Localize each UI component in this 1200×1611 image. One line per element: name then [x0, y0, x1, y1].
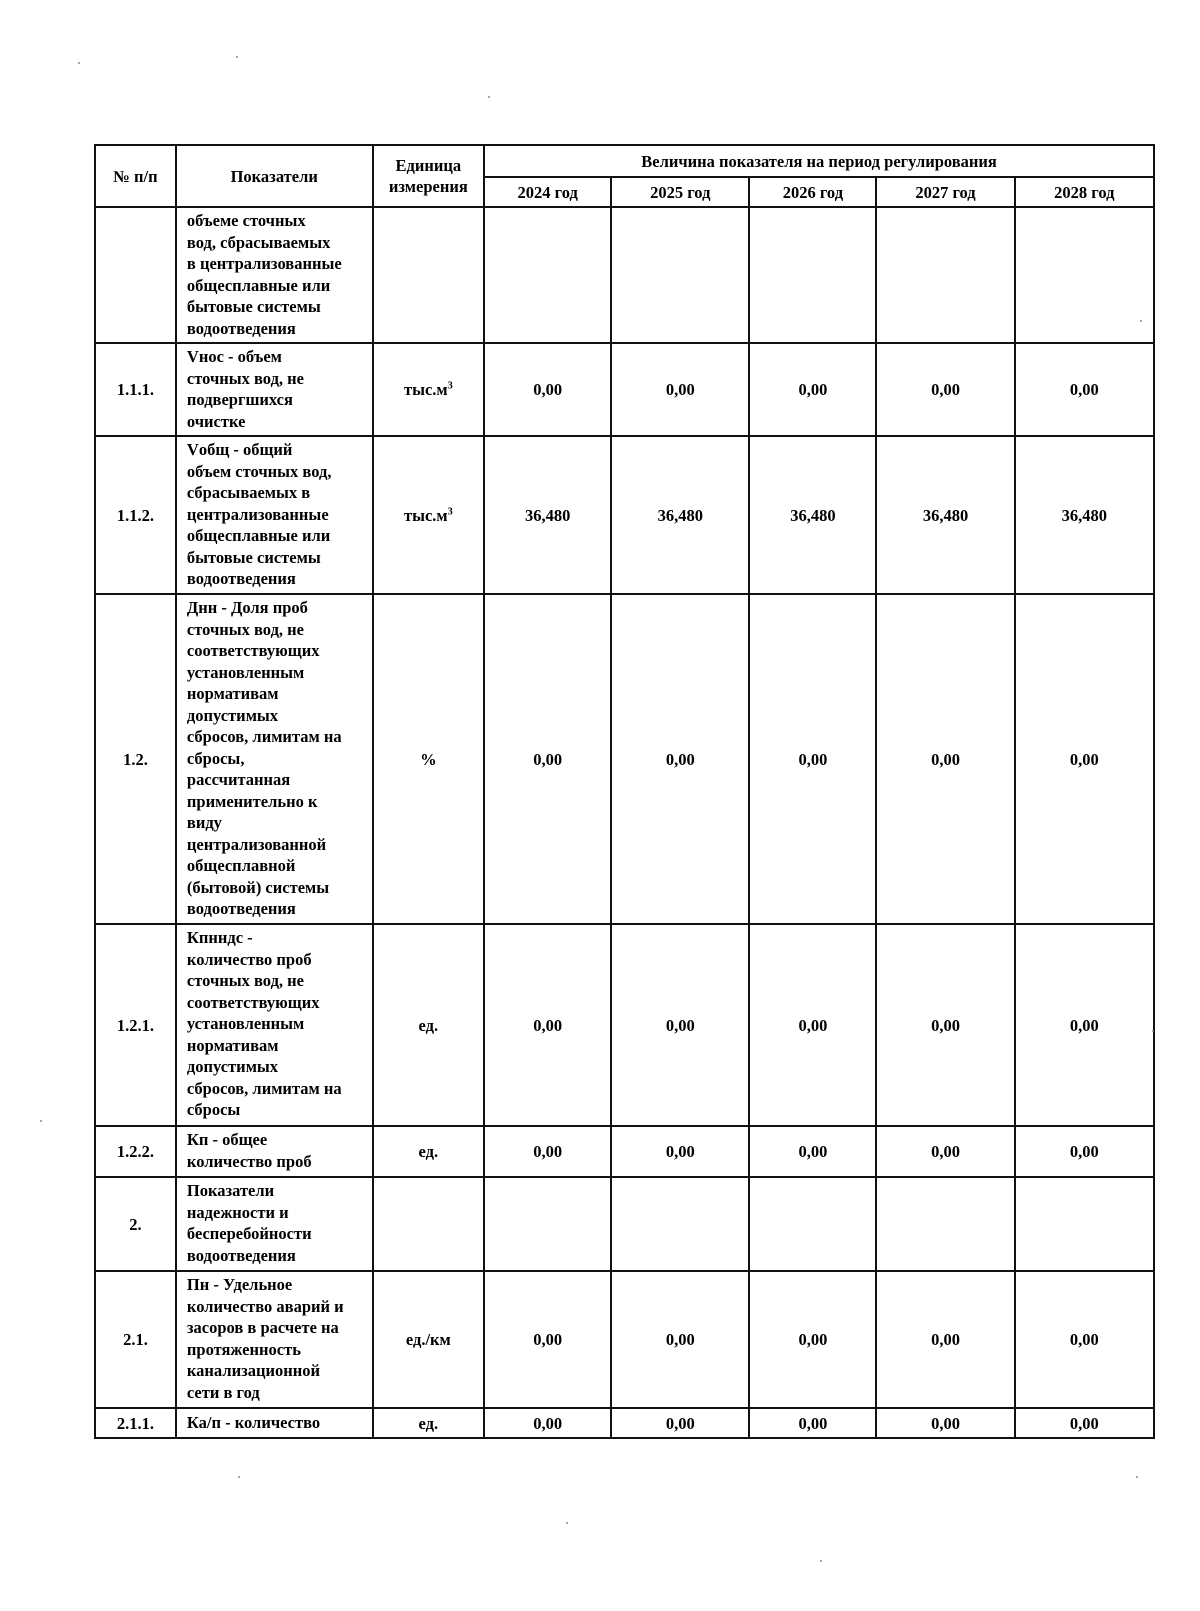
row-unit	[373, 924, 485, 1126]
row-value-2024: 0,00	[484, 1271, 611, 1408]
row-value-2026: 0,00	[749, 1408, 876, 1438]
row-indicator-text: объеме сточных вод, сбрасываемых в централизованные общесплавные или бытовые системы водоотведения	[186, 211, 342, 338]
header-year-2027: 2027 год	[876, 177, 1014, 207]
row-indicator-text: Кп - общее количество проб	[186, 1130, 312, 1171]
scan-speck	[238, 1476, 240, 1478]
row-value-2028: 36,480	[1015, 436, 1154, 594]
row-number: 2.	[95, 1177, 176, 1271]
row-value-2027: 36,480	[876, 436, 1014, 594]
row-value-2025: 0,00	[611, 1408, 749, 1438]
row-value-2027: 0,00	[876, 1408, 1014, 1438]
row-value-2025: 0,00	[611, 343, 749, 436]
row-indicator	[176, 1271, 373, 1408]
row-value-2025	[611, 1177, 749, 1271]
row-indicator-text: Показатели надежности и бесперебойности водоотведения	[186, 1181, 312, 1265]
row-indicator	[176, 343, 373, 436]
row-unit	[373, 1408, 485, 1438]
row-indicator	[176, 436, 373, 594]
row-value-2028	[1015, 207, 1154, 343]
row-value-2027: 0,00	[876, 343, 1014, 436]
table-row	[95, 1177, 1154, 1271]
row-unit-sup: 3	[447, 380, 453, 392]
row-value-2024: 36,480	[484, 436, 611, 594]
row-indicator-text: Ка/п - количество	[186, 1413, 321, 1433]
row-value-2026: 0,00	[749, 594, 876, 924]
row-indicator-text: Vобщ - общий объем сточных вод, сбрасываемых в централизованные общесплавные или бытовые системы водоотведения	[186, 440, 332, 588]
row-value-2025: 0,00	[611, 594, 749, 924]
row-indicator-text: Кпнндс - количество проб сточных вод, не соответствующих установленным нормативам допустимых сбросов, лимитам на сбросы	[186, 928, 342, 1119]
row-indicator	[176, 1126, 373, 1177]
header-unit	[373, 145, 485, 207]
row-value-2027: 0,00	[876, 1126, 1014, 1177]
row-indicator	[176, 924, 373, 1126]
header-year-2025: 2025 год	[611, 177, 749, 207]
row-value-2026: 0,00	[749, 1126, 876, 1177]
row-unit	[373, 343, 485, 436]
scan-speck	[566, 1522, 568, 1524]
row-indicator	[176, 1408, 373, 1438]
row-unit-text: ед./км	[405, 1330, 451, 1349]
header-indicators: Показатели	[176, 145, 373, 207]
scan-speck	[40, 1120, 42, 1122]
row-unit	[373, 594, 485, 924]
table-row	[95, 1126, 1154, 1177]
row-number: 2.1.1.	[95, 1408, 176, 1438]
row-value-2027	[876, 1177, 1014, 1271]
row-value-2024: 0,00	[484, 594, 611, 924]
row-indicator-text: Пн - Удельное количество аварий и засоров в расчете на протяженность канализационной сети в год	[186, 1275, 344, 1402]
row-value-2024: 0,00	[484, 1126, 611, 1177]
scan-speck	[78, 62, 80, 64]
table-row	[95, 1271, 1154, 1408]
row-value-2024: 0,00	[484, 924, 611, 1126]
header-period: Величина показателя на период регулирования	[484, 145, 1154, 177]
indicator-table	[94, 144, 1155, 1439]
row-value-2027	[876, 207, 1014, 343]
row-number: 1.2.	[95, 594, 176, 924]
table-row	[95, 436, 1154, 594]
row-value-2025	[611, 207, 749, 343]
scan-speck	[820, 1560, 822, 1562]
row-indicator	[176, 1177, 373, 1271]
row-unit-text: %	[420, 749, 437, 769]
row-value-2026	[749, 1177, 876, 1271]
scan-speck	[488, 96, 490, 98]
row-unit	[373, 1126, 485, 1177]
row-value-2024	[484, 1177, 611, 1271]
row-unit-text: ед.	[418, 1142, 439, 1161]
indicator-table-sheet	[94, 144, 1155, 1439]
row-value-2027: 0,00	[876, 1271, 1014, 1408]
row-value-2028: 0,00	[1015, 1126, 1154, 1177]
row-value-2028: 0,00	[1015, 343, 1154, 436]
row-number: 2.1.	[95, 1271, 176, 1408]
row-unit	[373, 436, 485, 594]
row-number: 1.2.1.	[95, 924, 176, 1126]
row-unit	[373, 1177, 485, 1271]
row-unit-text: ед.	[418, 1413, 439, 1433]
row-value-2025: 36,480	[611, 436, 749, 594]
row-number: 1.2.2.	[95, 1126, 176, 1177]
header-unit-line2: измерения	[388, 177, 468, 196]
row-value-2028: 0,00	[1015, 924, 1154, 1126]
table-row	[95, 207, 1154, 343]
row-value-2028: 0,00	[1015, 1271, 1154, 1408]
header-row-top	[95, 145, 1154, 177]
row-value-2025: 0,00	[611, 924, 749, 1126]
header-year-2028: 2028 год	[1015, 177, 1154, 207]
header-number: № п/п	[95, 145, 176, 207]
row-value-2026: 36,480	[749, 436, 876, 594]
scan-speck	[1136, 1476, 1138, 1478]
row-value-2025: 0,00	[611, 1271, 749, 1408]
header-year-2026: 2026 год	[749, 177, 876, 207]
row-number: 1.1.1.	[95, 343, 176, 436]
row-unit	[373, 207, 485, 343]
header-unit-line1: Единица	[395, 156, 462, 175]
row-value-2024: 0,00	[484, 343, 611, 436]
row-value-2027: 0,00	[876, 924, 1014, 1126]
row-unit-sup: 3	[447, 506, 453, 517]
row-number: 1.1.2.	[95, 436, 176, 594]
scan-speck	[1140, 320, 1142, 322]
table-row	[95, 594, 1154, 924]
row-indicator	[176, 594, 373, 924]
row-value-2024: 0,00	[484, 1408, 611, 1438]
row-value-2024	[484, 207, 611, 343]
row-value-2025: 0,00	[611, 1126, 749, 1177]
scan-speck	[236, 56, 238, 58]
table-row	[95, 343, 1154, 436]
row-unit	[373, 1271, 485, 1408]
row-number	[95, 207, 176, 343]
row-indicator-text: Vнос - объем сточных вод, не подвергшихся очистке	[186, 347, 305, 431]
row-value-2028: 0,00	[1015, 1408, 1154, 1438]
row-value-2026: 0,00	[749, 1271, 876, 1408]
row-value-2026: 0,00	[749, 343, 876, 436]
row-unit-text: ед.	[418, 1015, 439, 1035]
table-row	[95, 924, 1154, 1126]
table-row	[95, 1408, 1154, 1438]
row-value-2027: 0,00	[876, 594, 1014, 924]
header-year-2024: 2024 год	[484, 177, 611, 207]
scan-speck	[1152, 1030, 1154, 1032]
row-value-2028: 0,00	[1015, 594, 1154, 924]
row-unit-text: тыс.м	[404, 380, 448, 399]
row-value-2028	[1015, 1177, 1154, 1271]
row-unit-text: тыс.м	[404, 505, 448, 525]
row-indicator-text: Днн - Доля проб сточных вод, не соответствующих установленным нормативам допустимых сбросов, лимитам на сбросы, рассчитанная применительно к виду централизованной общесплавной (бытовой) системы водоотведения	[186, 598, 342, 918]
row-value-2026: 0,00	[749, 924, 876, 1126]
row-indicator	[176, 207, 373, 343]
row-value-2026	[749, 207, 876, 343]
